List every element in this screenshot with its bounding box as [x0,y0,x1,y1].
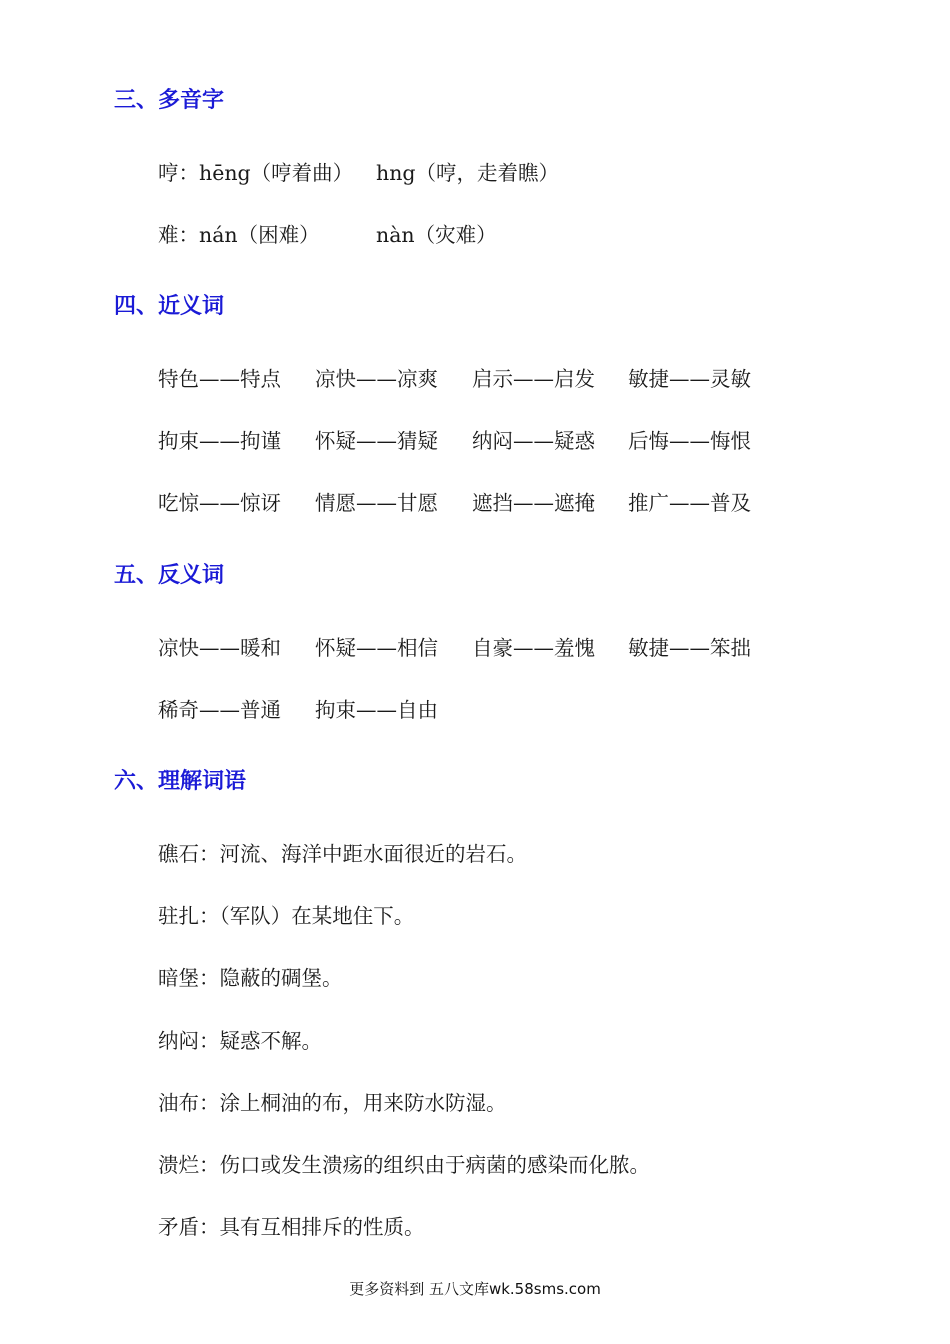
definition-item: 礁石：河流、海洋中距水面很近的岩石。 [158,842,527,866]
antonym-row [158,633,751,663]
synonym-pair: 怀疑——猜疑 [315,429,438,453]
antonym-row [158,695,438,725]
synonym-pair: 启示——启发 [472,367,595,391]
section-heading-polyphonic: 三、多音字 [114,88,225,113]
synonym-row [158,364,751,394]
synonym-pair: 情愿——甘愿 [315,491,438,515]
polyphonic-reading: nán（困难） [199,223,320,247]
antonym-pair: 凉快——暖和 [158,636,281,660]
synonym-pair: 凉快——凉爽 [315,367,438,391]
definition-item: 纳闷：疑惑不解。 [158,1029,322,1053]
section-heading-definitions: 六、理解词语 [114,769,247,794]
antonym-pair: 自豪——羞愧 [472,636,595,660]
definition-item: 油布：涂上桐油的布，用来防水防湿。 [158,1091,507,1115]
definition-item: 驻扎：（军队）在某地住下。 [158,904,415,928]
antonym-pair: 怀疑——相信 [315,636,438,660]
antonym-pair: 拘束——自由 [315,698,438,722]
synonym-row [158,488,751,518]
polyphonic-reading: hng（哼，走着瞧） [376,161,560,185]
footer-link-text: 更多资料到 五八文库wk.58sms.com [349,1280,601,1298]
polyphonic-char: 哼： [158,161,199,185]
polyphonic-char: 难： [158,223,199,247]
section-heading-synonyms: 四、近义词 [114,294,225,319]
definition-item: 矛盾：具有互相排斥的性质。 [158,1215,425,1239]
definition-item: 溃烂：伤口或发生溃疡的组织由于病菌的感染而化脓。 [158,1153,650,1177]
section-heading-antonyms: 五、反义词 [114,563,225,588]
polyphonic-row [158,158,559,188]
antonym-pair: 稀奇——普通 [158,698,281,722]
synonym-row [158,426,751,456]
synonym-pair: 纳闷——疑惑 [472,429,595,453]
synonym-pair: 拘束——拘谨 [158,429,281,453]
polyphonic-reading: nàn（灾难） [376,223,497,247]
polyphonic-row [158,220,497,250]
synonym-pair: 敏捷——灵敏 [628,367,751,391]
synonym-pair: 后悔——悔恨 [628,429,751,453]
synonym-pair: 推广——普及 [628,491,751,515]
definition-item: 暗堡：隐蔽的碉堡。 [158,966,343,990]
antonym-pair: 敏捷——笨拙 [628,636,751,660]
polyphonic-reading: hēng（哼着曲） [199,161,354,185]
synonym-pair: 吃惊——惊讶 [158,491,281,515]
synonym-pair: 特色——特点 [158,367,281,391]
synonym-pair: 遮挡——遮掩 [472,491,595,515]
